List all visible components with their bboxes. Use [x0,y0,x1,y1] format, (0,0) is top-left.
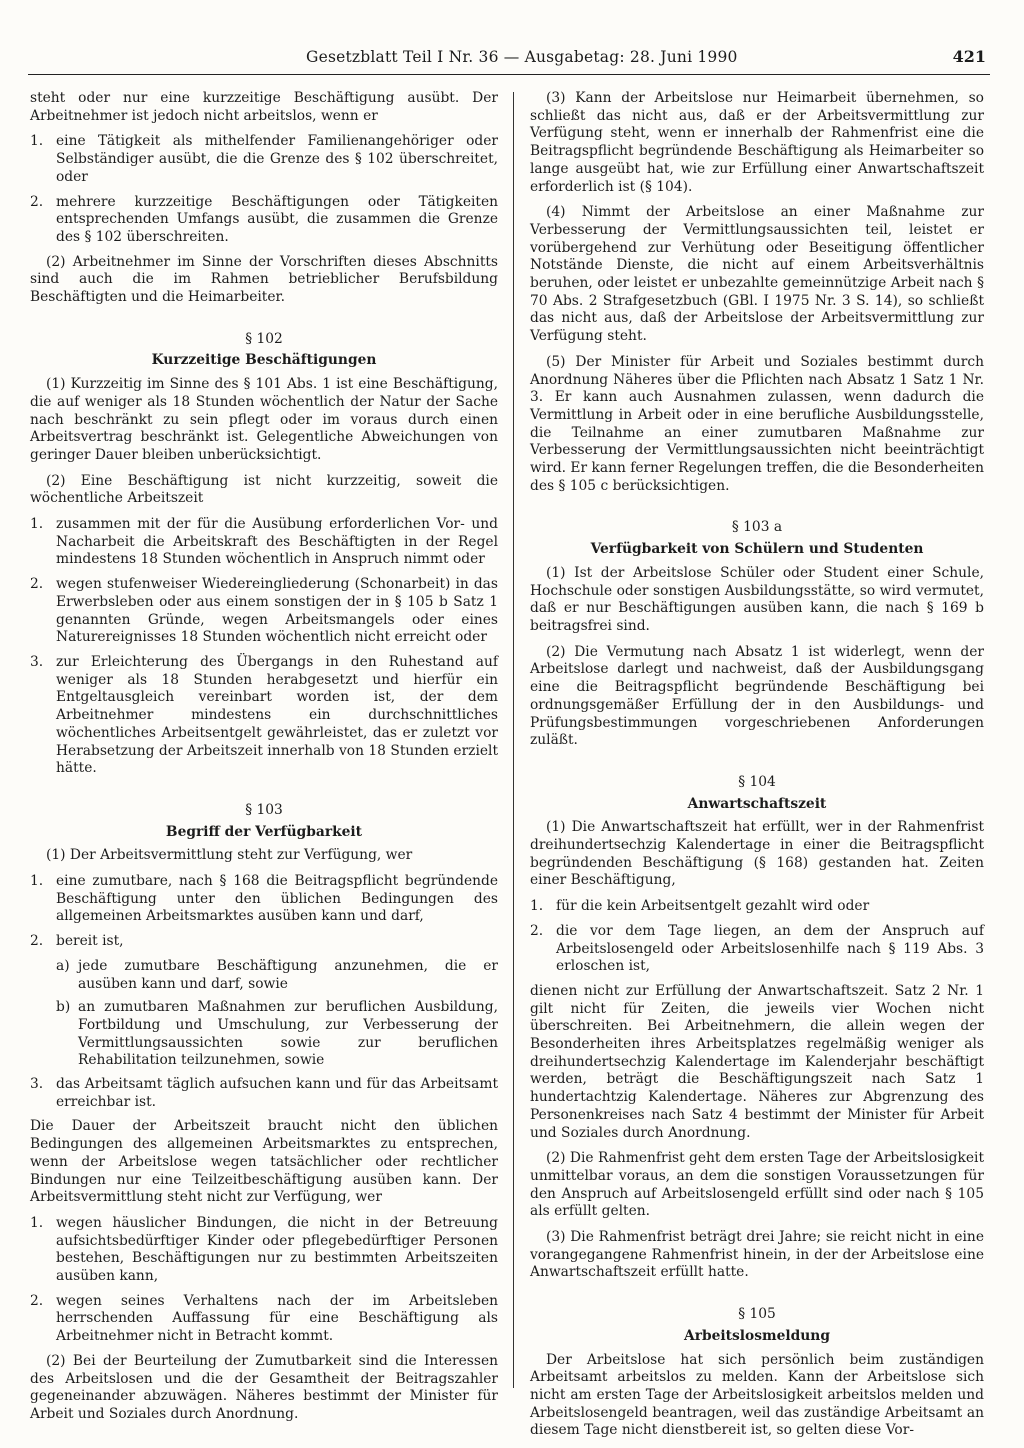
list-item: 2. wegen stufenweiser Wiedereingliederung (Schonarbeit) in das Erwerbsleben oder aus einem sonstigen der in § 105 b Satz 1 genannten Gründe, wegen Arbeitsmangels oder eines Naturereignisses 18 Stunden wöchentlich nicht erreicht oder [30,576,498,646]
section-number: § 104 [738,773,776,790]
list-item: 3. zur Erleichterung des Übergangs in den Ruhestand auf weniger als 18 Stunden herabgesetzt und hierfür ein Entgeltausgleich vereinbart worden ist, der dem Arbeitnehmer mindestens ein durchschnittliches wöchentliches Arbeitsentgelt gewährleistet, das er zuletzt vor Herabsetzung der Arbeitszeit innerhalb von 18 Stunden erzielt hätte. [30,653,498,777]
page-number: 421 [952,47,986,66]
list-item: 1. eine Tätigkeit als mithelfender Familienangehöriger oder Selbständiger ausübt, die die Grenze des § 102 überschreitet, oder [30,133,498,185]
paragraph: (1) Kurzzeitig im Sinne des § 101 Abs. 1 ist eine Beschäftigung, die auf weniger als 18 Stunden wöchentlich der Natur der Sache nach beschränkt zu sein pflegt oder im voraus durch einen Arbeitsvertrag beschränkt ist. Gelegentliche Abweichungen von geringer Dauer bleiben unberücksichtigt. [30,376,498,463]
left-column [30,90,498,1432]
sub-list-item: b) an zumutbaren Maßnahmen zur beruflichen Ausbildung, Fortbildung und Umschulung, zur Verbesserung der Vermittlungsaussichten sowie zur beruflichen Rehabilitation teilzunehmen, sowie [56,999,498,1069]
paragraph: (1) Der Arbeitsvermittlung steht zur Verfügung, wer [46,847,413,864]
paragraph: Der Arbeitslose hat sich persönlich beim zuständigen Arbeitsamt arbeitslos zu melden. Kann der Arbeitslose sich nicht am ersten Tage der Arbeitslosigkeit arbeitslos melden und Arbeitslosengeld beantragen, weil das zuständige Arbeitsamt an diesem Tage nicht dienstbereit ist, so gelten diese Vor- [530,1351,984,1439]
paragraph: steht oder nur eine kurzzeitige Beschäftigung ausübt. Der Arbeitnehmer ist jedoch nicht arbeitslos, wenn er [30,90,498,124]
paragraph: (3) Die Rahmenfrist beträgt drei Jahre; sie reicht nicht in eine vorangegangene Rahmenfrist hinein, in der der Arbeitslose eine Anwartschaftszeit erfüllt hatte. [530,1229,984,1281]
paragraph: dienen nicht zur Erfüllung der Anwartschaftszeit. Satz 2 Nr. 1 gilt nicht für Zeiten, die jeweils vier Wochen nicht überschreiten. Bei Arbeitnehmern, die allein wegen der Besonderheiten ihres Arbeitsplatzes regelmäßig weniger als dreihundertsechzig Kalendertage im Kalenderjahr beschäftigt werden, beträgt die Beschäftigungszeit nach Satz 1 hundertachtzig Kalendertage. Näheres zur Abgrenzung des Personenkreises nach Satz 4 bestimmt der Minister für Arbeit und Soziales durch Anordnung. [530,982,984,1141]
paragraph: Die Dauer der Arbeitszeit braucht nicht den üblichen Bedingungen des allgemeinen Arbeitsmarktes zu entsprechen, wenn der Arbeitslose wegen tatsächlicher oder rechtlicher Bindungen nur eine Teilzeitbeschäftigung ausüben kann. Der Arbeitsvermittlung steht nicht zur Verfügung, wer [30,1118,498,1206]
right-column [530,90,984,1448]
paragraph: (2) Bei der Beurteilung der Zumutbarkeit sind die Interessen des Arbeitslosen und die der Gesamtheit der Beitragszahler gegeneinander abzuwägen. Näheres bestimmt der Minister für Arbeit und Soziales durch Anordnung. [30,1352,498,1422]
list-item: 1. zusammen mit der für die Ausübung erforderlichen Vor- und Nacharbeit die Arbeitskraft des Beschäftigten in der Regel mindestens 18 Stunden wöchentlich in Anspruch nimmt oder [30,516,498,568]
section-title: Kurzzeitige Beschäftigungen [151,352,377,369]
paragraph: (3) Kann der Arbeitslose nur Heimarbeit übernehmen, so schließt das nicht aus, daß er der Arbeitsvermittlung zur Verfügung steht, wenn er innerhalb der Rahmenfrist eine die Beitragspflicht begründende Beschäftigung als Heimarbeiter so lange ausgeübt hat, wie zur Erfüllung einer Anwartschaftszeit erforderlich ist (§ 104). [530,90,984,195]
list-item: 1. wegen häuslicher Bindungen, die nicht in der Betreuung aufsichtsbedürftiger Kinder oder pflegebedürftiger Personen bestehen, Beschäftigungen nur zu bestimmten Arbeitszeiten ausüben kann, [30,1214,498,1285]
paragraph: (5) Der Minister für Arbeit und Soziales bestimmt durch Anordnung Näheres über die Pflichten nach Absatz 1 Satz 1 Nr. 3. Er kann auch Ausnahmen zulassen, wenn dadurch die Vermittlung in Arbeit oder in eine berufliche Ausbildungsstelle, die Teilnahme an einer zumutbaren Maßnahme zur Verbesserung der Vermittlungsaussichten nicht beeinträchtigt wird. Er kann ferner Regelungen treffen, die die Besonderheiten des § 105 c berücksichtigen. [530,353,984,494]
list-item: 2. wegen seines Verhaltens nach der im Arbeitsleben herrschenden Auffassung für eine Beschäftigung als Arbeitnehmer nicht in Betracht kommt. [30,1292,498,1345]
section-number: § 103 a [731,519,783,536]
paragraph: (2) Die Vermutung nach Absatz 1 ist widerlegt, wenn der Arbeitslose darlegt und nachweist, daß der Ausbildungsgang eine die Beitragspflicht begründende Beschäftigung bei ordnungsgemäßer Erfüllung der in den Ausbildungs- und Prüfungsbestimmungen vorgeschriebenen Anforderungen zuläßt. [530,643,984,749]
paragraph: (1) Ist der Arbeitslose Schüler oder Student einer Schule, Hochschule oder sonstigen Ausbildungsstätte, so wird vermutet, daß er nur Beschäftigungen ausüben kann, die nach § 169 b beitragsfrei sind. [530,564,984,634]
list-item: 2. die vor dem Tage liegen, an dem der Anspruch auf Arbeitslosengeld oder Arbeitslosenhilfe nach § 119 Abs. 3 erloschen ist, [530,922,984,975]
list-item: 3. das Arbeitsamt täglich aufsuchen kann und für das Arbeitsamt erreichbar ist. [30,1076,498,1110]
list-item: 1. für die kein Arbeitsentgelt gezahlt wird oder [530,898,870,915]
paragraph: (2) Eine Beschäftigung ist nicht kurzzeitig, soweit die wöchentliche Arbeitszeit [30,472,498,507]
paragraph: (2) Arbeitnehmer im Sinne der Vorschriften dieses Abschnitts sind auch die im Rahmen betrieblicher Berufsbildung Beschäftigten und die Heimarbeiter. [30,253,498,306]
section-title: Anwartschaftszeit [687,795,827,812]
section-title: Begriff der Verfügbarkeit [165,823,363,840]
list-item: 2. mehrere kurzzeitige Beschäftigungen oder Tätigkeiten entsprechenden Umfangs ausübt, die zusammen die Grenze des § 102 überschreiten. [30,193,498,245]
paragraph: (2) Die Rahmenfrist geht dem ersten Tage der Arbeitslosigkeit unmittelbar voraus, an dem die sonstigen Voraussetzungen für den Anspruch auf Arbeitslosengeld erfüllt sind oder nach § 105 als erfüllt gelten. [530,1150,984,1220]
list-item: 2. bereit ist, [30,933,124,950]
page-header [28,44,990,75]
sub-list-item: a) jede zumutbare Beschäftigung anzunehmen, die er ausüben kann und darf, sowie [56,957,498,992]
section-title: Verfügbarkeit von Schülern und Studenten [590,541,924,558]
header-title: Gesetzblatt Teil I Nr. 36 — Ausgabetag: 28. Juni 1990 [306,48,738,66]
list-item: 1. eine zumutbare, nach § 168 die Beitragspflicht begründende Beschäftigung unter den üblichen Bedingungen des allgemeinen Arbeitsmarktes ausüben kann und darf, [30,873,498,925]
paragraph: (4) Nimmt der Arbeitslose an einer Maßnahme zur Verbesserung der Vermittlungsaussichten teil, leistet er vorübergehend zur Verhütung oder Beseitigung öffentlicher Notstände Dienste, die nicht auf einem Arbeitsverhältnis beruhen, oder leistet er unbezahlte gemeinnützige Arbeit nach § 70 Abs. 2 Strafgesetzbuch (GBl. I 1975 Nr. 3 S. 14), so schließt das nicht aus, daß der Arbeitslose der Arbeitsvermittlung zur Verfügung steht. [530,204,984,345]
section-number: § 102 [245,330,283,347]
section-number: § 103 [245,801,283,818]
section-number: § 105 [738,1306,776,1323]
column-divider [513,92,514,1388]
paragraph: (1) Die Anwartschaftszeit hat erfüllt, wer in der Rahmenfrist dreihundertsechzig Kalendertage in einer die Beitragspflicht begründenden Beschäftigung (§ 168) gestanden hat. Zeiten einer Beschäftigung, [530,819,984,889]
section-title: Arbeitslosmeldung [684,1327,830,1344]
